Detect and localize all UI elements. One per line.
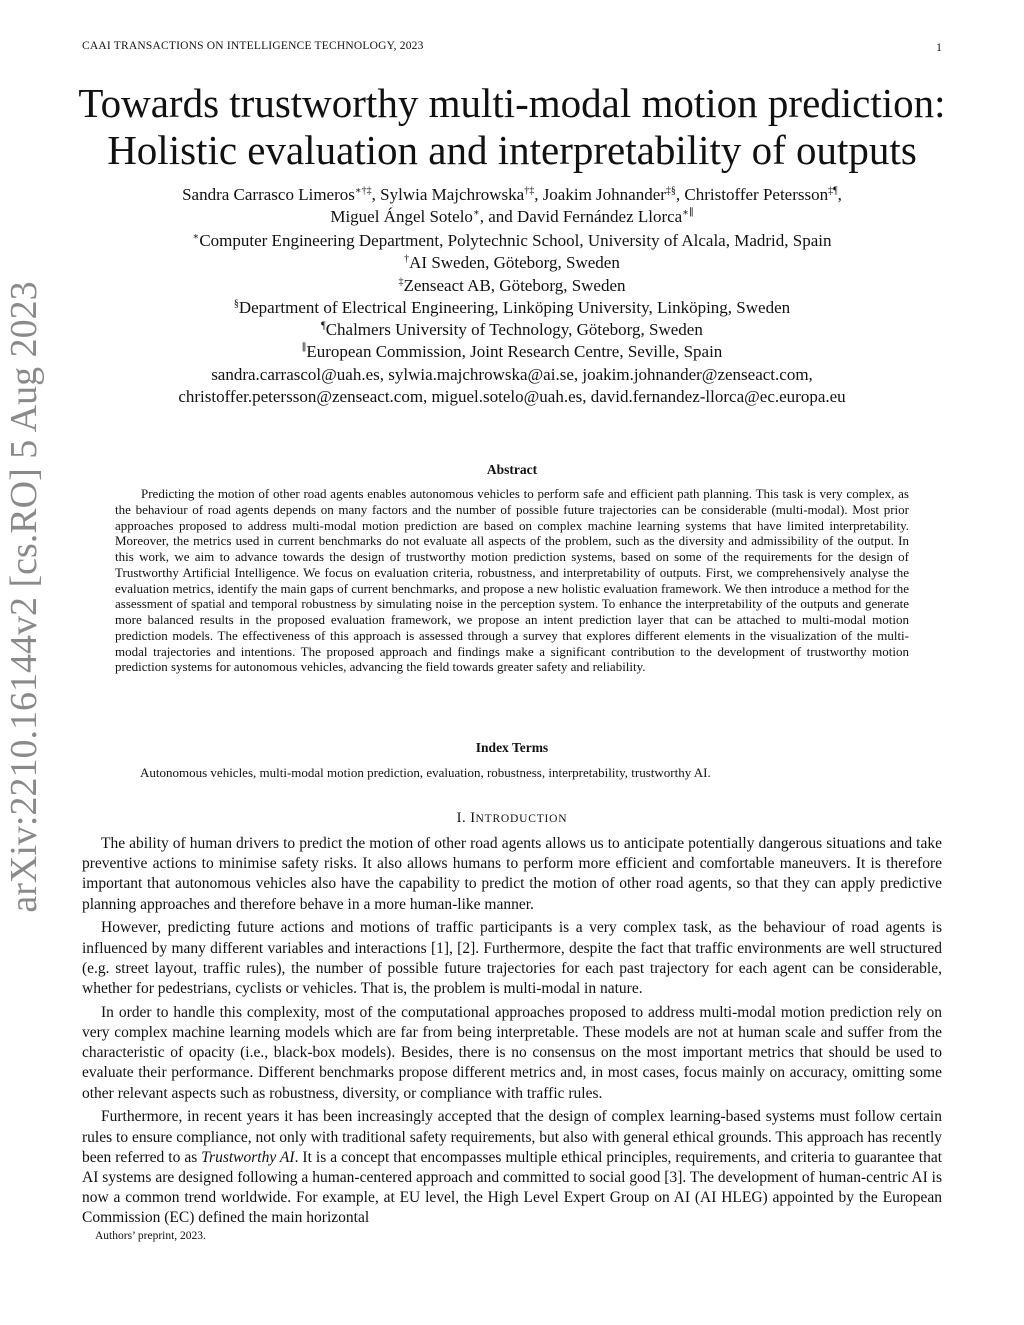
author-emails xyxy=(60,364,964,408)
paragraph: Furthermore, in recent years it has been increasingly accepted that the design of complex learning-based systems must follow certain rules to ensure compliance, not only with traditional safety requirements, but also with general ethical grounds. This approach has recently been referred to as Trustworthy AI. It is a concept that encompasses multiple ethical principles, requirements, and criteria to guarantee that AI systems are designed following a human-centered approach and committed to social good [3]. The development of human-centric AI is now a common trend worldwide. For example, at EU level, the High Level Expert Group on AI (AI HLEG) appointed by the European Commission (EC) defined the main horizontal xyxy=(82,1108,942,1227)
author-line-2: Miguel Ángel Sotelo∗, and David Fernández Llorca∗∥ xyxy=(330,207,694,226)
email-line-1: sandra.carrascol@uah.es, sylwia.majchrowska@ai.se, joakim.johnander@zenseact.com, xyxy=(211,365,813,384)
introduction-body xyxy=(82,834,942,1232)
section-heading-introduction: I. INTRODUCTION xyxy=(456,810,568,826)
title-line-1: Towards trustworthy multi-modal motion prediction: xyxy=(78,80,946,126)
email-line-2: christoffer.petersson@zenseact.com, miguel.sotelo@uah.es, david.fernandez-llorca@ec.europa.eu xyxy=(178,387,846,406)
paragraph: In order to handle this complexity, most of the computational approaches proposed to address multi-modal motion prediction rely on very complex machine learning models which are far from being interpretable. These models are not at human scale and suffer from the characteristic of opacity (i.e., black-box models). Besides, there is no consensus on the most important metrics that should be used to evaluate their performance. Different benchmarks propose different metrics and, in most cases, focus mainly on accuracy, omitting some other relevant aspects such as robustness, diversity, or compliance with traffic rules. xyxy=(82,1003,942,1102)
paragraph: The ability of human drivers to predict the motion of other road agents allows us to anticipate potentially dangerous situations and take preventive actions to minimise safety risks. It also allows humans to perform more efficient and comfortable maneuvers. It is therefore important that autonomous vehicles also have the capability to predict the motion of other road agents, so that they can apply predictive planning approaches and therefore behave in a more human-like manner. xyxy=(82,835,942,913)
title-line-2: Holistic evaluation and interpretability of outputs xyxy=(107,127,917,173)
footnote: Authors’ preprint, 2023. xyxy=(95,1230,206,1242)
arxiv-stamp: arXiv:2210.16144v2 [cs.RO] 5 Aug 2023 xyxy=(3,281,45,913)
affiliation: §Department of Electrical Engineering, Linköping University, Linköping, Sweden xyxy=(233,297,791,317)
affiliation: †AI Sweden, Göteborg, Sweden xyxy=(404,253,620,273)
running-header: CAAI TRANSACTIONS ON INTELLIGENCE TECHNOLOGY, 2023 xyxy=(82,40,424,52)
affiliation: ¶Chalmers University of Technology, Göteborg, Sweden xyxy=(321,320,703,340)
paper-title xyxy=(60,80,964,174)
page-number: 1 xyxy=(936,40,942,54)
author-list xyxy=(60,184,964,228)
affiliation-list xyxy=(60,230,964,364)
affiliation: ‡Zenseact AB, Göteborg, Sweden xyxy=(398,275,626,295)
index-terms-heading: Index Terms xyxy=(475,740,549,755)
abstract-heading: Abstract xyxy=(486,462,538,477)
abstract-text: Predicting the motion of other road agents enables autonomous vehicles to perform safe and efficient path planning. This task is very complex, as the behaviour of road agents depends on many factors and the number of possible future trajectories can be considerable (multi-modal). Most prior approaches proposed to address multi-modal motion prediction are based on complex machine learning systems that have limited interpretability. Moreover, the metrics used in current benchmarks do not evaluate all aspects of the problem, such as the diversity and admissibility of the output. In this work, we aim to advance towards the design of trustworthy motion prediction systems, based on some of the requirements for the design of Trustworthy Artificial Intelligence. We focus on evaluation criteria, robustness, and interpretability of outputs. First, we comprehensively analyse the evaluation metrics, identify the main gaps of current benchmarks, and propose a new holistic evaluation framework. We then introduce a method for the assessment of spatial and temporal robustness by simulating noise in the perception system. To enhance the interpretability of the outputs and generate more balanced results in the proposed evaluation framework, we propose an intent prediction layer that can be attached to multi-modal motion prediction models. The effectiveness of this approach is assessed through a survey that explores different elements in the visualization of the multi-modal trajectories and intentions. The proposed approach and findings make a significant contribution to the development of trustworthy motion prediction systems for autonomous vehicles, advancing the field towards greater safety and reliability. xyxy=(115,486,909,675)
author-line-1: Sandra Carrasco Limeros∗†‡, Sylwia Majchrowska†‡, Joakim Johnander‡§, Christoffer Petersson‡¶, xyxy=(182,185,842,204)
paragraph: However, predicting future actions and motions of traffic participants is a very complex task, as the behaviour of road agents is influenced by many different variables and interactions [1], [2]. Furthermore, despite the fact that traffic environments are well structured (e.g. street layout, traffic rules), the number of possible future trajectories for each past trajectory for each agent can be considerable, whether for pedestrians, cyclists or vehicles. That is, the problem is multi-modal in nature. xyxy=(82,919,942,998)
affiliation: ∥European Commission, Joint Research Centre, Seville, Spain xyxy=(301,342,723,362)
index-terms-text: Autonomous vehicles, multi-modal motion prediction, evaluation, robustness, interpretability, trustworthy AI. xyxy=(140,765,711,780)
affiliation: ∗Computer Engineering Department, Polytechnic School, University of Alcala, Madrid, Spain xyxy=(192,231,832,250)
